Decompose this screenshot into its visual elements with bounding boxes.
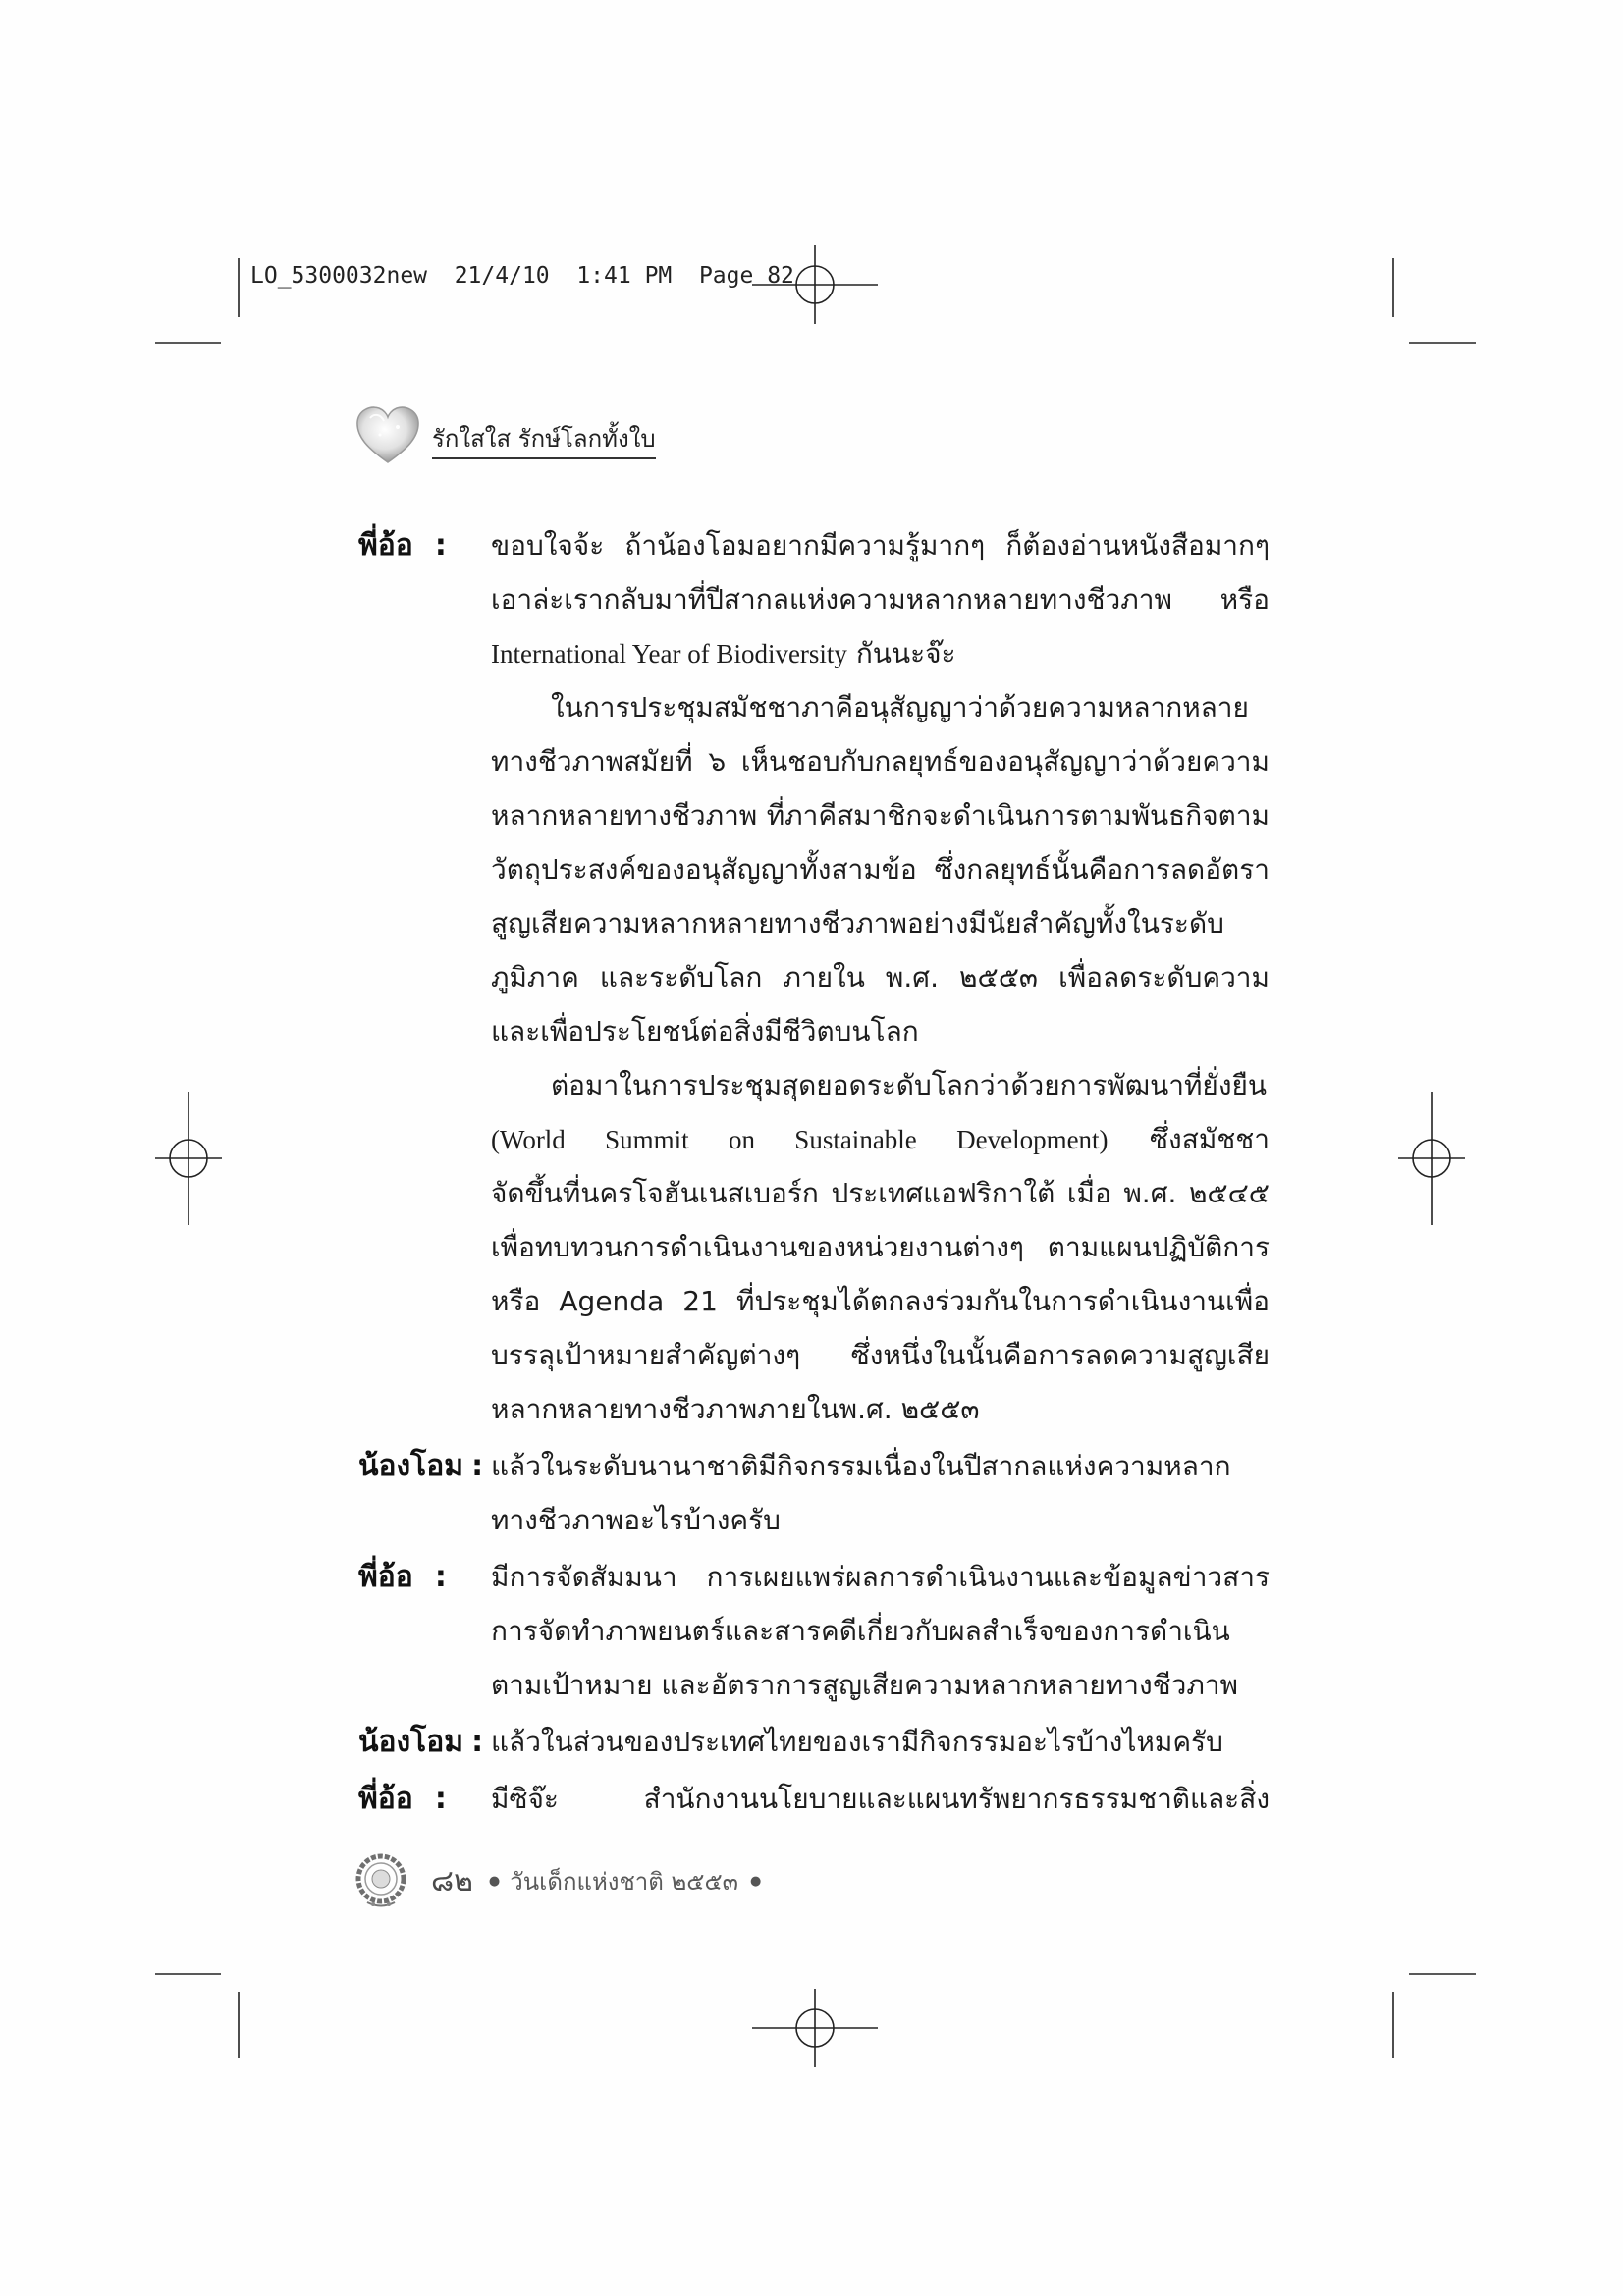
- text-line: สูญเสียความหลากหลายทางชีวภาพอย่างมีนัยสำคัญทั้งในระดับ: [491, 907, 1224, 939]
- crop-mark-bottom-left: [155, 1974, 239, 2058]
- dialogue-body: [358, 518, 1270, 1826]
- text-line: แล้วในระดับนานาชาติมีกิจกรรมเนื่องในปีสากลแห่งความหลาก: [491, 1450, 1231, 1482]
- page-number: ๘๒: [431, 1863, 473, 1898]
- paragraph: [491, 1439, 1270, 1547]
- paragraph: [491, 680, 1270, 1058]
- speech-text: [491, 1715, 1270, 1769]
- registration-target-right: [1398, 1092, 1465, 1225]
- crop-mark-top-right: [1393, 258, 1476, 343]
- text-segment: ซึ่งสมัชชา: [1150, 1123, 1270, 1155]
- wreath-emblem-icon: [352, 1851, 409, 1910]
- text-line: หรือ Agenda 21 ที่ประชุมได้ตกลงร่วมกันในการดำเนินงานเพื่อ: [491, 1285, 1270, 1317]
- footer-bullet: ●: [750, 1873, 762, 1889]
- crop-mark-bottom-right: [1393, 1974, 1476, 2058]
- registration-target-bottom: [752, 1989, 878, 2067]
- text-line: วัตถุประสงค์ของอนุสัญญาทั้งสามข้อ ซึ่งกลยุทธ์นั้นคือการลดอัตรา: [491, 853, 1270, 885]
- text-line: และเพื่อประโยชน์ต่อสิ่งมีชีวิตบนโลก: [491, 1015, 919, 1047]
- footer-bullet: ●: [488, 1873, 501, 1889]
- text-line: [491, 1112, 1270, 1166]
- text-line: ทางชีวภาพอะไรบ้างครับ: [491, 1504, 781, 1536]
- speaker-name: น้องโอม: [358, 1449, 464, 1483]
- text-line: จัดขึ้นที่นครโจฮันเนสเบอร์ก ประเทศแอฟริกาใต้ เมื่อ พ.ศ. ๒๕๔๕: [491, 1177, 1270, 1209]
- running-header: [354, 403, 656, 470]
- text-line: ขอบใจจ้ะ ถ้าน้องโอมอยากมีความรู้มากๆ ก็ต้องอ่านหนังสือมากๆ: [491, 529, 1270, 561]
- publication-title: วันเด็กแห่งชาติ ๒๕๕๓: [510, 1867, 739, 1896]
- speaker-colon: :: [434, 1560, 447, 1594]
- text-line: เอาล่ะเรากลับมาที่ปีสากลแห่งความหลากหลายทางชีวภาพ หรือ: [491, 583, 1270, 615]
- text-line: ภูมิภาค และระดับโลก ภายใน พ.ศ. ๒๕๕๓ เพื่อลดระดับความ: [491, 961, 1270, 993]
- text-line: มีการจัดสัมมนา การเผยแพร่ผลการดำเนินงานและข้อมูลข่าวสาร: [491, 1561, 1270, 1593]
- dialogue-turn: [358, 518, 1270, 1436]
- dialogue-turn: [358, 1715, 1270, 1769]
- paragraph: [491, 1058, 1270, 1436]
- speech-text: [491, 1439, 1270, 1547]
- text-line: หลากหลายทางชีวภาพภายในพ.ศ. ๒๕๕๓: [491, 1393, 980, 1425]
- running-header-title: รักใสใส รักษ์โลกทั้งใบ: [432, 423, 656, 459]
- registration-target-left: [155, 1092, 222, 1225]
- speaker-colon: :: [434, 1782, 447, 1816]
- crop-mark-top-left: [155, 258, 239, 343]
- speaker-label: [358, 1439, 491, 1493]
- dialogue-turn: [358, 1550, 1270, 1712]
- text-line: ต่อมาในการประชุมสุดยอดระดับโลกว่าด้วยการพัฒนาที่ยั่งยืน: [551, 1069, 1268, 1101]
- text-line: แล้วในส่วนของประเทศไทยของเรามีกิจกรรมอะไรบ้างไหมครับ: [491, 1726, 1223, 1758]
- paragraph: [491, 1772, 1270, 1826]
- english-term: (World Summit on Sustainable Development): [491, 1125, 1109, 1154]
- text-line: บรรลุเป้าหมายสำคัญต่างๆ ซึ่งหนึ่งในนั้นคือการลดความสูญเสีย: [491, 1339, 1270, 1371]
- speaker-label: [358, 518, 491, 572]
- speaker-colon: :: [471, 1449, 484, 1483]
- dialogue-turn: [358, 1439, 1270, 1547]
- text-line: เพื่อทบทวนการดำเนินงานของหน่วยงานต่างๆ ตามแผนปฏิบัติการ: [491, 1231, 1270, 1263]
- speaker-colon: :: [434, 528, 447, 562]
- text-line: ในการประชุมสมัชชาภาคีอนุสัญญาว่าด้วยความหลากหลาย: [551, 691, 1249, 723]
- paragraph: [491, 518, 1270, 680]
- speaker-name: น้องโอม: [358, 1725, 464, 1759]
- speaker-name: พี่อ้อ: [358, 1560, 413, 1594]
- speech-text: [491, 1550, 1270, 1712]
- speech-text: [491, 518, 1270, 1436]
- text-line: [491, 626, 1270, 680]
- heart-logo-icon: [354, 403, 421, 466]
- text-line: หลากหลายทางชีวภาพ ที่ภาคีสมาชิกจะดำเนินการตามพันธกิจตาม: [491, 799, 1270, 831]
- speaker-label: [358, 1715, 491, 1769]
- text-line: การจัดทำภาพยนตร์และสารคดีเกี่ยวกับผลสำเร็จของการดำเนิน: [491, 1615, 1230, 1647]
- paragraph: [491, 1550, 1270, 1712]
- text-line: ทางชีวภาพสมัยที่ ๖ เห็นชอบกับกลยุทธ์ของอนุสัญญาว่าด้วยความ: [491, 745, 1270, 777]
- speech-text: [491, 1772, 1270, 1826]
- speaker-label: [358, 1772, 491, 1826]
- text-segment: กันนะจ๊ะ: [855, 637, 956, 669]
- text-line: ตามเป้าหมาย และอัตราการสูญเสียความหลากหลายทางชีวภาพ: [491, 1669, 1238, 1701]
- dialogue-turn: [358, 1772, 1270, 1826]
- print-slug: LO_5300032new 21/4/10 1:41 PM Page 82: [250, 263, 794, 289]
- speaker-name: พี่อ้อ: [358, 528, 413, 562]
- speaker-name: พี่อ้อ: [358, 1782, 413, 1816]
- english-term: International Year of Biodiversity: [491, 639, 847, 668]
- page-footer: [352, 1851, 761, 1910]
- speaker-label: [358, 1550, 491, 1604]
- speaker-colon: :: [471, 1725, 484, 1759]
- text-line: มีซิจ๊ะ สำนักงานนโยบายและแผนทรัพยากรธรรมชาติและสิ่ง: [491, 1783, 1270, 1815]
- paragraph: [491, 1715, 1270, 1769]
